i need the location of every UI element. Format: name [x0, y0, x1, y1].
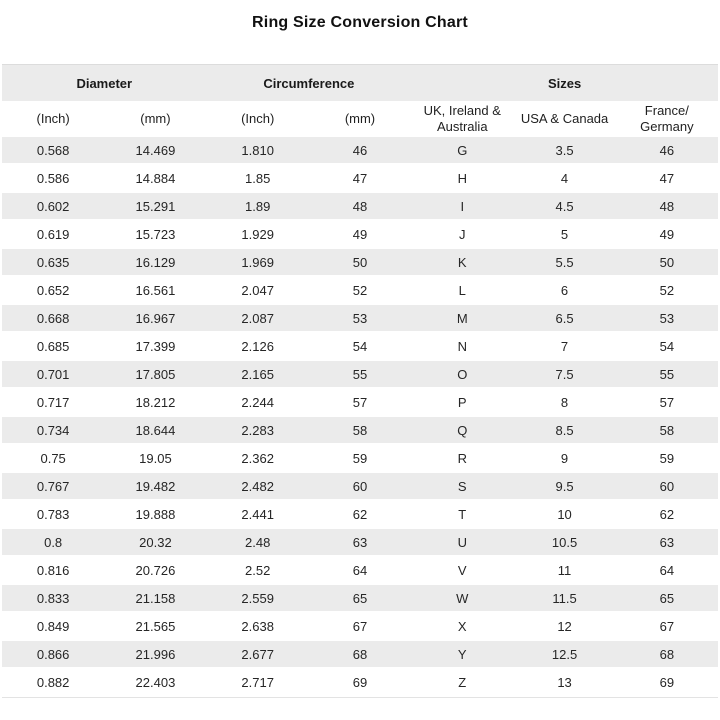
cell: 14.469: [104, 137, 206, 165]
header-sizes: Sizes: [411, 65, 718, 101]
cell: W: [411, 585, 513, 613]
cell: Z: [411, 669, 513, 697]
cell: 5: [513, 221, 615, 249]
table-row: [2, 445, 718, 473]
cell: 0.602: [2, 193, 104, 221]
cell: 2.48: [207, 529, 309, 557]
cell: 0.882: [2, 669, 104, 697]
header-circumference: Circumference: [207, 65, 412, 101]
cell: 0.783: [2, 501, 104, 529]
cell: 0.619: [2, 221, 104, 249]
cell: 18.644: [104, 417, 206, 445]
cell: T: [411, 501, 513, 529]
cell: 15.723: [104, 221, 206, 249]
cell: 0.849: [2, 613, 104, 641]
cell: 0.717: [2, 389, 104, 417]
cell: 12.5: [513, 641, 615, 669]
cell: 68: [309, 641, 411, 669]
table-row: [2, 641, 718, 669]
cell: 0.816: [2, 557, 104, 585]
cell: G: [411, 137, 513, 165]
table-row: [2, 417, 718, 445]
table-row: [2, 557, 718, 585]
cell: 63: [309, 529, 411, 557]
cell: 13: [513, 669, 615, 697]
cell: 2.047: [207, 277, 309, 305]
cell: 55: [616, 361, 718, 389]
cell: 0.866: [2, 641, 104, 669]
cell: 1.929: [207, 221, 309, 249]
cell: R: [411, 445, 513, 473]
cell: 20.32: [104, 529, 206, 557]
cell: 0.75: [2, 445, 104, 473]
cell: 4: [513, 165, 615, 193]
cell: U: [411, 529, 513, 557]
table-row: [2, 221, 718, 249]
cell: 2.244: [207, 389, 309, 417]
cell: 50: [616, 249, 718, 277]
cell: 65: [616, 585, 718, 613]
cell: 53: [309, 305, 411, 333]
cell: 2.165: [207, 361, 309, 389]
cell: 2.717: [207, 669, 309, 697]
table-row: [2, 249, 718, 277]
table-row: [2, 613, 718, 641]
subheader-circumference-mm: (mm): [309, 101, 411, 137]
cell: 2.362: [207, 445, 309, 473]
cell: 67: [616, 613, 718, 641]
cell: 48: [309, 193, 411, 221]
sub-header-row: [2, 101, 718, 137]
cell: 1.810: [207, 137, 309, 165]
ring-size-conversion-table: [2, 64, 718, 698]
cell: 5.5: [513, 249, 615, 277]
cell: S: [411, 473, 513, 501]
cell: 46: [616, 137, 718, 165]
cell: K: [411, 249, 513, 277]
cell: 0.734: [2, 417, 104, 445]
cell: 69: [309, 669, 411, 697]
cell: 60: [616, 473, 718, 501]
cell: 7: [513, 333, 615, 361]
subheader-france-germany: France/ Germany: [616, 101, 718, 137]
cell: 0.668: [2, 305, 104, 333]
cell: 2.087: [207, 305, 309, 333]
cell: 21.996: [104, 641, 206, 669]
cell: 54: [309, 333, 411, 361]
cell: 2.638: [207, 613, 309, 641]
cell: 53: [616, 305, 718, 333]
cell: O: [411, 361, 513, 389]
cell: 47: [616, 165, 718, 193]
cell: 6: [513, 277, 615, 305]
cell: 65: [309, 585, 411, 613]
cell: 2.126: [207, 333, 309, 361]
cell: 8.5: [513, 417, 615, 445]
cell: 15.291: [104, 193, 206, 221]
cell: 4.5: [513, 193, 615, 221]
cell: 49: [616, 221, 718, 249]
table-row: [2, 333, 718, 361]
cell: 69: [616, 669, 718, 697]
subheader-diameter-mm: (mm): [104, 101, 206, 137]
cell: 58: [309, 417, 411, 445]
table-row: [2, 193, 718, 221]
cell: J: [411, 221, 513, 249]
cell: 3.5: [513, 137, 615, 165]
cell: 19.05: [104, 445, 206, 473]
table-row: [2, 529, 718, 557]
cell: 54: [616, 333, 718, 361]
cell: 1.969: [207, 249, 309, 277]
table-row: [2, 361, 718, 389]
cell: 1.89: [207, 193, 309, 221]
page-title: Ring Size Conversion Chart: [252, 14, 468, 31]
cell: V: [411, 557, 513, 585]
cell: 2.441: [207, 501, 309, 529]
cell: P: [411, 389, 513, 417]
cell: 57: [616, 389, 718, 417]
cell: 55: [309, 361, 411, 389]
cell: 59: [616, 445, 718, 473]
cell: 0.767: [2, 473, 104, 501]
cell: 0.685: [2, 333, 104, 361]
cell: 21.565: [104, 613, 206, 641]
table-row: [2, 305, 718, 333]
cell: X: [411, 613, 513, 641]
cell: 50: [309, 249, 411, 277]
cell: 17.805: [104, 361, 206, 389]
cell: 64: [616, 557, 718, 585]
cell: 11.5: [513, 585, 615, 613]
cell: 2.283: [207, 417, 309, 445]
cell: 67: [309, 613, 411, 641]
cell: 2.677: [207, 641, 309, 669]
cell: 0.568: [2, 137, 104, 165]
cell: 16.561: [104, 277, 206, 305]
cell: 52: [309, 277, 411, 305]
cell: 18.212: [104, 389, 206, 417]
table-row: [2, 669, 718, 697]
cell: 22.403: [104, 669, 206, 697]
cell: M: [411, 305, 513, 333]
cell: 0.833: [2, 585, 104, 613]
cell: 57: [309, 389, 411, 417]
cell: L: [411, 277, 513, 305]
cell: 7.5: [513, 361, 615, 389]
cell: 12: [513, 613, 615, 641]
subheader-uk-ireland-australia: UK, Ireland & Australia: [411, 101, 513, 137]
cell: 59: [309, 445, 411, 473]
cell: Q: [411, 417, 513, 445]
cell: 0.586: [2, 165, 104, 193]
cell: 47: [309, 165, 411, 193]
cell: 0.635: [2, 249, 104, 277]
cell: 0.8: [2, 529, 104, 557]
cell: 8: [513, 389, 615, 417]
cell: 9.5: [513, 473, 615, 501]
cell: 62: [616, 501, 718, 529]
cell: 11: [513, 557, 615, 585]
cell: 14.884: [104, 165, 206, 193]
cell: 68: [616, 641, 718, 669]
cell: 60: [309, 473, 411, 501]
subheader-diameter-inch: (Inch): [2, 101, 104, 137]
cell: 0.652: [2, 277, 104, 305]
cell: I: [411, 193, 513, 221]
cell: 2.559: [207, 585, 309, 613]
cell: 2.52: [207, 557, 309, 585]
cell: 10.5: [513, 529, 615, 557]
cell: 6.5: [513, 305, 615, 333]
cell: 49: [309, 221, 411, 249]
table-row: [2, 165, 718, 193]
cell: 20.726: [104, 557, 206, 585]
cell: 17.399: [104, 333, 206, 361]
cell: Y: [411, 641, 513, 669]
subheader-circumference-inch: (Inch): [207, 101, 309, 137]
cell: 16.967: [104, 305, 206, 333]
header-diameter: Diameter: [2, 65, 207, 101]
cell: 21.158: [104, 585, 206, 613]
cell: 16.129: [104, 249, 206, 277]
cell: 62: [309, 501, 411, 529]
cell: 2.482: [207, 473, 309, 501]
cell: 0.701: [2, 361, 104, 389]
subheader-usa-canada: USA & Canada: [513, 101, 615, 137]
cell: 64: [309, 557, 411, 585]
cell: 19.888: [104, 501, 206, 529]
cell: 19.482: [104, 473, 206, 501]
cell: 46: [309, 137, 411, 165]
cell: 10: [513, 501, 615, 529]
cell: 63: [616, 529, 718, 557]
table-row: [2, 389, 718, 417]
table-row: [2, 473, 718, 501]
table-row: [2, 277, 718, 305]
cell: N: [411, 333, 513, 361]
cell: 48: [616, 193, 718, 221]
table-row: [2, 585, 718, 613]
table-header: [2, 65, 718, 137]
cell: 9: [513, 445, 615, 473]
table-body: [2, 137, 718, 697]
table-row: [2, 501, 718, 529]
group-header-row: [2, 65, 718, 101]
cell: 1.85: [207, 165, 309, 193]
cell: 52: [616, 277, 718, 305]
cell: H: [411, 165, 513, 193]
cell: 58: [616, 417, 718, 445]
table-row: [2, 137, 718, 165]
